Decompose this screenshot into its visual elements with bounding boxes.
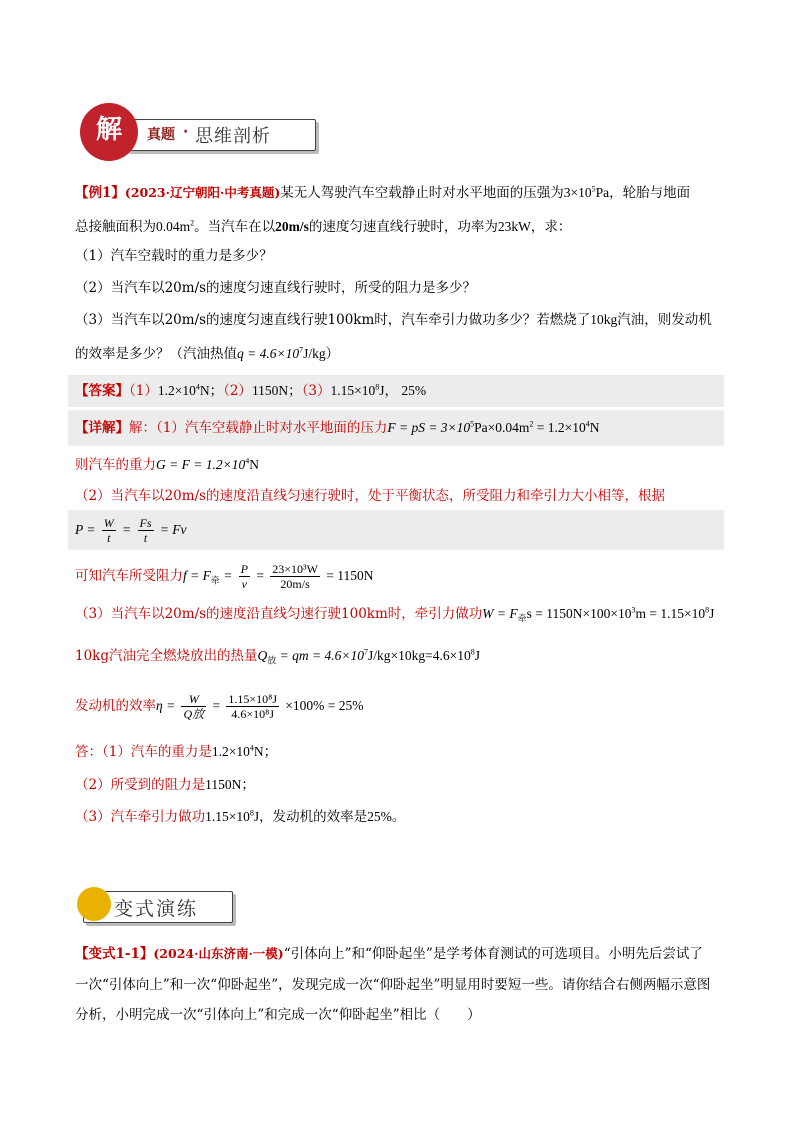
resistance-formula: 可知汽车所受阻力$f = F_牵$ = $\frac{P}{v}$ = $\frac{\text{23×10³W}}{20m/s}$ = 1150N — [75, 562, 374, 591]
efficiency-formula: 发动机的效率η = $\frac{W}{\text{Q放}}$ = $\frac{\text{1.15×10⁸J}}{\text{4.6×10⁸J}}$ ×100% = 25% — [75, 692, 364, 721]
question-1: （1）汽车空载时的重力是多少？ — [75, 248, 273, 264]
section-dot: · — [183, 124, 189, 140]
answer-line: 【答案】$(1)1.2\times 10^4N$；（2）1150N；$(3)1.15\times 10^8J$， 25% — [75, 382, 427, 399]
variant-source: (2024·山东济南·一模) — [153, 946, 284, 961]
example-line-1: 【例1】(2023·辽宁朝阳·中考真题)某无人驾驶汽车空载静止时对水平地面的压强为$3\times 10^5Pa$，轮胎与地面 — [75, 184, 691, 201]
final-answer-3: （3）汽车牵引力做功$1.15\times 10^8J$，发动机的效率是25%。 — [75, 808, 406, 825]
variant-line-3: 分析，小明完成一次“引体向上”和完成一次“仰卧起坐”相比（ ） — [75, 1007, 481, 1023]
example-label: 【例1】 — [75, 185, 125, 201]
variant-label: 【变式1-1】 — [75, 946, 154, 962]
section-header-bar — [126, 119, 316, 151]
detail-label: 【详解】 — [75, 420, 129, 436]
answer-label: 【答案】 — [75, 383, 129, 399]
variant-header-dot-icon — [77, 887, 111, 921]
question-2: （2）当汽车以20m/s的速度匀速直线行驶时，所受的阻力是多少？ — [75, 280, 477, 296]
variant-header-title: 变式演练 — [114, 898, 199, 920]
final-answer-2: （2）所受到的阻力是1150N； — [75, 777, 255, 793]
question-3: （3）当汽车以20m/s的速度匀速直线行驶100km时，汽车牵引力做功多少？若燃烧了10kg汽油，则发动机 — [75, 312, 712, 328]
detail-line-1: 【详解】解：（1）汽车空载静止时对水平地面的压力F = pS = $3\times 10^5Pa\times 0.04m^2 = 1.2\times 10^4N$ — [75, 419, 600, 436]
power-formula: P = $\frac{W}{t}$ = $\frac{Fs}{t}$ = Fv — [75, 516, 187, 545]
example-source: (2023·辽宁朝阳·中考真题) — [124, 185, 281, 200]
detail-line-3: （2）当汽车以20m/s的速度沿直线匀速行驶时，处于平衡状态，所受阻力和牵引力大小相等，根据 — [75, 488, 666, 504]
section-title: 思维剖析 — [195, 126, 271, 147]
heat-formula: 10kg汽油完全燃烧放出的热量$Q_放$ = qm = $4.6\times 10^7J/kg\times 10kg=4.6\times 10^8J$ — [75, 647, 480, 667]
final-answer-1: 答：（1）汽车的重力是$1.2\times 10^4N$； — [75, 743, 278, 760]
variant-line-2: 一次“引体向上”和一次“仰卧起坐”，发现完成一次“仰卧起坐”明显用时要短一些。请你结合右侧两幅示意图 — [75, 977, 711, 993]
work-formula: （3）当汽车以20m/s的速度沿直线匀速行驶100km时，牵引力做功$W = F_牵s = 1150N\times 100\times 10^3m = 1.15\times 10^8J$ — [75, 605, 715, 625]
section-tag: 真题 — [147, 127, 175, 143]
example-line-2: 总接触面积为$0.04m^2$。当汽车在以20m/s的速度匀速直线行驶时，功率为23kW，求： — [75, 218, 572, 235]
detail-line-2: 则汽车的重力$G = F = 1.2\times 10^4N$ — [75, 456, 259, 473]
variant-line-1: 【变式1-1】(2024·山东济南·一模)“引体向上”和“仰卧起坐”是学考体育测试的可选项目。小明先后尝试了 — [75, 946, 703, 962]
section-icon-badge: 解 — [80, 103, 138, 161]
question-3-cont: 的效率是多少？（汽油热值$q = 4.6\times 10^7J/kg$） — [75, 345, 340, 362]
